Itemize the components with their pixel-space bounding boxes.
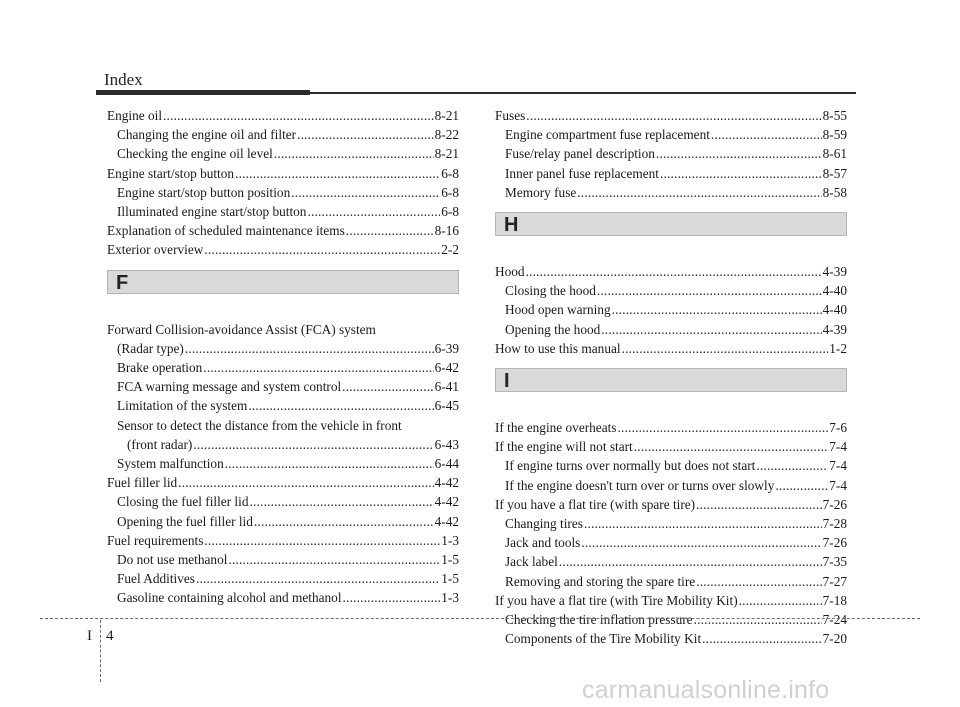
section-header-h [495, 212, 847, 236]
index-entry [495, 456, 847, 475]
index-entry-page: 7-27 [822, 573, 847, 589]
index-entry-page: 1-3 [441, 532, 459, 548]
index-entry-text: If you have a flat tire (with spare tire) [495, 496, 696, 512]
dot-leader [601, 320, 821, 339]
index-entry-page: 6-41 [434, 379, 459, 395]
index-entry-text: Engine start/stop button [107, 165, 235, 181]
dot-leader [656, 144, 822, 163]
index-entry-text: Fuel Additives [117, 571, 195, 587]
index-entry [107, 106, 459, 125]
index-entry-page: 6-44 [434, 456, 459, 472]
index-entry [107, 183, 459, 202]
index-entry [495, 552, 847, 571]
index-entry-page: 6-45 [434, 398, 459, 414]
dot-leader [204, 531, 440, 550]
index-entry [107, 377, 459, 396]
index-entry-text: Do not use methanol [117, 552, 228, 568]
index-entry-page: 6-42 [434, 360, 459, 376]
index-entry-text: (front radar) [127, 436, 193, 452]
dot-leader [696, 572, 821, 591]
dot-leader [577, 183, 821, 202]
index-entry-page: 7-4 [829, 439, 847, 455]
dot-leader [343, 588, 441, 607]
index-entry [495, 533, 847, 552]
index-entry-text: FCA warning message and system control [117, 379, 342, 395]
index-group-f [107, 339, 459, 416]
index-entry [495, 144, 847, 163]
index-entry-page: 8-61 [822, 146, 847, 162]
index-entry-text: Fuel requirements [107, 532, 204, 548]
index-entry-text: Jack and tools [505, 535, 581, 551]
index-group-i [495, 418, 847, 648]
index-entry [495, 437, 847, 456]
index-entry [107, 550, 459, 569]
index-group-e [107, 106, 459, 260]
index-entry-page: 4-40 [822, 283, 847, 299]
index-entry-text: Changing tires [505, 516, 583, 532]
index-entry [495, 418, 847, 437]
index-entry-text: Engine compartment fuse replacement [505, 127, 710, 143]
index-entry-page: 8-21 [434, 146, 459, 162]
index-entry [107, 435, 459, 454]
dot-leader [254, 512, 434, 531]
index-entry-page: 7-35 [822, 554, 847, 570]
index-entry-text: Checking the tire inflation pressure [505, 612, 693, 628]
dot-leader [203, 358, 433, 377]
dot-leader [193, 435, 433, 454]
index-entry-page: 1-5 [441, 552, 459, 568]
dot-leader [775, 476, 828, 495]
index-entry [495, 281, 847, 300]
dot-leader [228, 550, 440, 569]
index-entry-text: If the engine doesn't turn over or turns over slowly [505, 477, 775, 493]
index-entry [107, 492, 459, 511]
index-entry-text: Limitation of the system [117, 398, 248, 414]
index-entry-page: 6-8 [441, 204, 459, 220]
section-header-f [107, 270, 459, 294]
index-entry [107, 454, 459, 473]
index-entry-page: 8-57 [822, 165, 847, 181]
index-entry-text: Brake operation [117, 360, 203, 376]
dot-leader [274, 144, 434, 163]
dot-leader [307, 202, 440, 221]
index-column-right [495, 106, 847, 648]
index-entry-text: Forward Collision-avoidance Assist (FCA) system [107, 321, 376, 337]
index-entry-page: 8-58 [822, 184, 847, 200]
index-entry [495, 262, 847, 281]
dot-leader [617, 418, 828, 437]
index-entry-page: 6-8 [441, 184, 459, 200]
index-entry-page: 4-40 [822, 302, 847, 318]
index-entry-page: 2-2 [441, 242, 459, 258]
index-entry [495, 476, 847, 495]
dot-leader [702, 629, 821, 648]
dot-leader [225, 454, 434, 473]
index-entry [495, 339, 847, 358]
footer-page-number: 4 [106, 628, 114, 644]
footer-section-letter: I [87, 628, 92, 644]
index-entry-text: Jack label [505, 554, 558, 570]
header-rule-thick [96, 90, 310, 95]
index-entry-page: 7-6 [829, 420, 847, 436]
index-entry-text: Changing the engine oil and filter [117, 127, 297, 143]
index-entry [107, 512, 459, 531]
index-entry-text: Closing the hood [505, 283, 596, 299]
dot-leader [597, 281, 822, 300]
dot-leader [178, 473, 433, 492]
dot-leader [163, 106, 434, 125]
dot-leader [346, 221, 434, 240]
index-entry [495, 591, 847, 610]
index-entry [107, 125, 459, 144]
index-entry-page: 6-8 [441, 165, 459, 181]
index-entry [495, 629, 847, 648]
index-entry-text: If the engine overheats [495, 420, 617, 436]
index-entry-text: Fuse/relay panel description [505, 146, 655, 162]
index-entry-text: Sensor to detect the distance from the vehicle in front [117, 417, 402, 433]
dot-leader [342, 377, 433, 396]
index-entry-page: 8-59 [822, 127, 847, 143]
dot-leader [711, 125, 822, 144]
index-entry [495, 320, 847, 339]
dot-leader [739, 591, 822, 610]
index-entry [107, 221, 459, 240]
page-title: Index [104, 70, 143, 89]
dot-leader [612, 300, 822, 319]
index-entry [107, 144, 459, 163]
index-entry [107, 339, 459, 358]
index-entry-page: 8-21 [434, 108, 459, 123]
index-entry [107, 396, 459, 415]
index-entry-text: Closing the fuel filler lid [117, 494, 249, 510]
index-entry-page: 7-20 [822, 631, 847, 647]
index-entry [107, 531, 459, 550]
index-entry-page: 4-42 [434, 494, 459, 510]
index-entry-text: Illuminated engine start/stop button [117, 204, 307, 220]
index-entry [107, 164, 459, 183]
index-entry-page: 7-26 [822, 496, 847, 512]
dot-leader [581, 533, 821, 552]
index-entry-text: Exterior overview [107, 242, 204, 258]
dot-leader [696, 495, 822, 514]
dot-leader [204, 240, 440, 259]
index-entry-text: Inner panel fuse replacement [505, 165, 659, 181]
index-entry-page: 8-22 [434, 127, 459, 143]
dot-leader [756, 456, 828, 475]
index-entry-page: 1-2 [829, 340, 847, 356]
dot-leader [235, 164, 440, 183]
index-column-left [107, 106, 459, 608]
index-entry-page: 7-18 [822, 592, 847, 608]
index-entry-text: Checking the engine oil level [117, 146, 273, 162]
index-entry [495, 106, 847, 125]
index-entry-text: If you have a flat tire (with Tire Mobility Kit) [495, 592, 738, 608]
index-entry-page: 7-26 [822, 535, 847, 551]
index-entry-page: 4-39 [822, 321, 847, 337]
section-letter: F [116, 271, 129, 294]
index-entry-page: 7-24 [822, 612, 847, 628]
index-group-fuses [495, 106, 847, 202]
index-entry-text: Engine start/stop button position [117, 184, 291, 200]
index-entry-page: 7-4 [829, 458, 847, 474]
footer-rule [40, 618, 920, 619]
index-entry-text: Opening the hood [505, 321, 601, 337]
dot-leader [559, 552, 822, 571]
index-entry-text: Gasoline containing alcohol and methanol [117, 590, 342, 606]
index-group-f2 [107, 435, 459, 608]
section-header-i [495, 368, 847, 392]
index-group-h [495, 262, 847, 358]
index-entry-text: Memory fuse [505, 184, 577, 200]
index-entry-page: 6-43 [434, 436, 459, 452]
dot-leader [634, 437, 829, 456]
dot-leader [660, 164, 822, 183]
dot-leader [526, 262, 822, 281]
index-entry-page: 4-42 [434, 475, 459, 491]
index-entry [107, 588, 459, 607]
index-entry [107, 473, 459, 492]
index-entry-text: If the engine will not start [495, 439, 633, 455]
index-entry [495, 183, 847, 202]
dot-leader [297, 125, 434, 144]
watermark: carmanualsonline.info [582, 676, 830, 704]
index-entry [495, 514, 847, 533]
index-entry-page: 8-16 [434, 223, 459, 239]
dot-leader [694, 610, 822, 629]
index-entry-text: Hood [495, 264, 525, 280]
index-entry-page: 6-39 [434, 340, 459, 356]
index-entry-text: Explanation of scheduled maintenance items [107, 223, 345, 239]
dot-leader [291, 183, 440, 202]
header-rule-thin [310, 92, 856, 94]
index-entry-text: Fuses [495, 108, 526, 123]
index-entry [107, 202, 459, 221]
dot-leader [196, 569, 440, 588]
index-entry-text: Opening the fuel filler lid [117, 513, 253, 529]
index-entry-text: Fuel filler lid [107, 475, 178, 491]
index-entry-text: Components of the Tire Mobility Kit [505, 631, 702, 647]
index-entry-page: 4-42 [434, 513, 459, 529]
index-entry-text: (Radar type) [117, 340, 184, 356]
dot-leader [249, 492, 433, 511]
index-entry-page: 7-28 [822, 516, 847, 532]
index-entry-text: System malfunction [117, 456, 224, 472]
footer-divider [100, 620, 101, 682]
index-entry [495, 572, 847, 591]
index-entry-text: Removing and storing the spare tire [505, 573, 696, 589]
dot-leader [622, 339, 829, 358]
index-entry-text: Engine oil [107, 108, 163, 123]
dot-leader [248, 396, 433, 415]
index-entry-page: 1-3 [441, 590, 459, 606]
index-entry-page: 1-5 [441, 571, 459, 587]
index-entry-page: 7-4 [829, 477, 847, 493]
index-entry [107, 569, 459, 588]
dot-leader [185, 339, 434, 358]
index-entry-text: Hood open warning [505, 302, 611, 318]
index-entry [495, 164, 847, 183]
index-entry [495, 610, 847, 629]
index-entry [107, 358, 459, 377]
index-entry [495, 495, 847, 514]
index-entry-text: If engine turns over normally but does not start [505, 458, 756, 474]
index-entry [495, 300, 847, 319]
index-entry [495, 125, 847, 144]
index-entry-text: How to use this manual [495, 340, 621, 356]
index-entry-page: 4-39 [822, 264, 847, 280]
index-entry-page: 8-55 [822, 108, 847, 123]
section-letter: I [504, 370, 510, 393]
dot-leader [526, 106, 821, 125]
dot-leader [584, 514, 822, 533]
section-letter: H [504, 214, 519, 237]
index-entry [107, 240, 459, 259]
